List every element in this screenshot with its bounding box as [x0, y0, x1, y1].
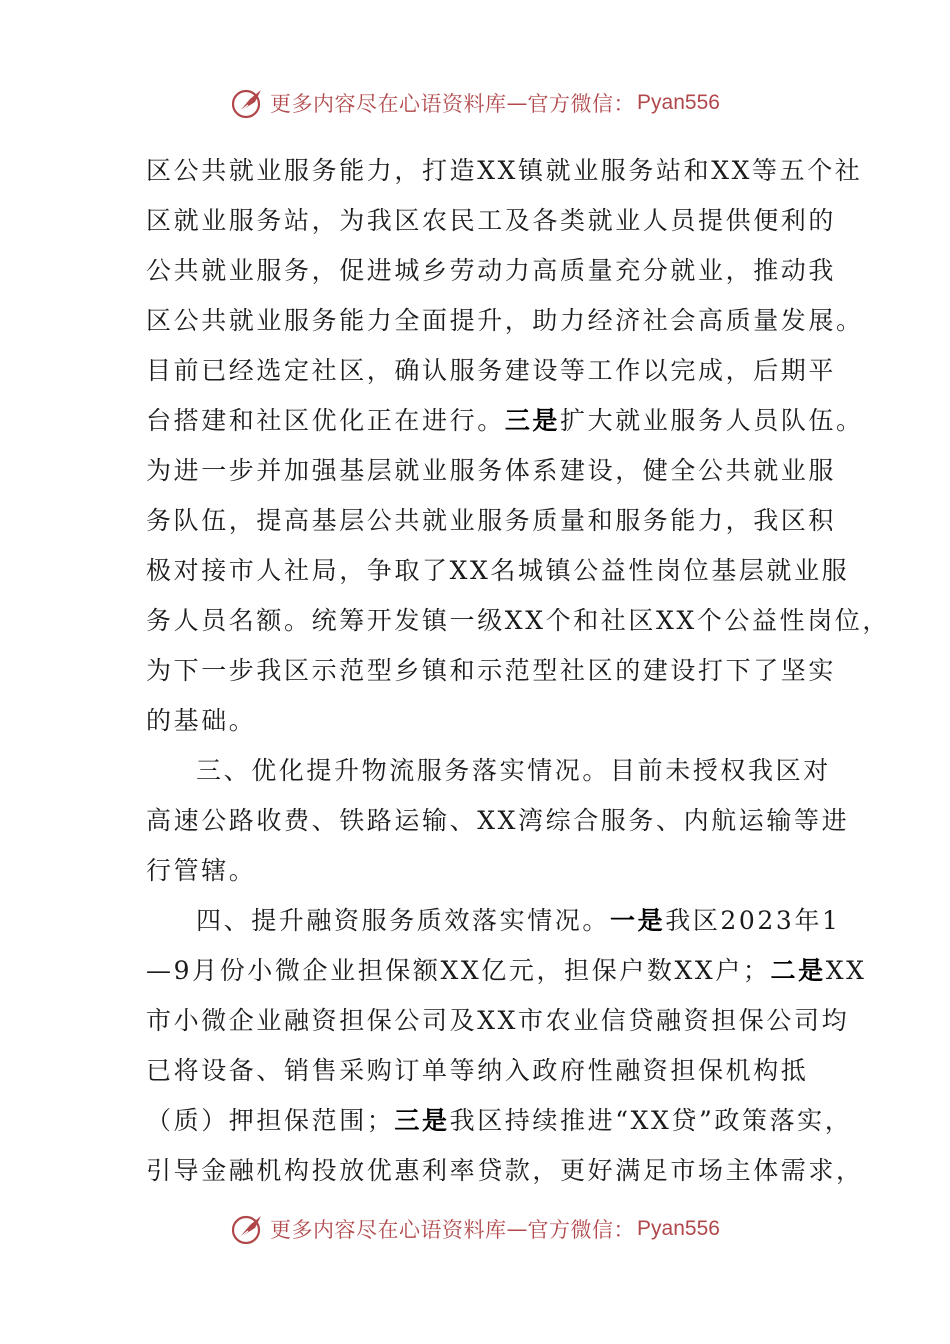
text-line: 已将设备、销售采购订单等纳入政府性融资担保机构抵 [146, 1056, 809, 1085]
text-line: 引导金融机构投放优惠利率贷款，更好满足市场主体需求， [146, 1156, 864, 1185]
text-line: 区公共就业服务能力全面提升，助力经济社会高质量发展。 [146, 306, 864, 335]
text-line: —9月份小微企业担保额XX亿元，担保户数XX户；二是XX [146, 956, 867, 985]
text-line: 高速公路收费、铁路运输、XX湾综合服务、内航运输等进 [146, 806, 850, 835]
watermark-text: 更多内容尽在心语资料库 [270, 92, 507, 116]
text-line: 极对接市人社局，争取了XX名城镇公益性岗位基层就业服 [146, 556, 850, 585]
text-line: 公共就业服务，促进城乡劳动力高质量充分就业，推动我 [146, 256, 837, 285]
header-watermark [0, 83, 950, 123]
watermark-separator: — [506, 1217, 528, 1241]
watermark-contact-id: Pyan556 [637, 91, 720, 114]
emphasis: 三是 [394, 1106, 450, 1135]
text-line: 市小微企业融资担保公司及XX市农业信贷融资担保公司均 [146, 1006, 850, 1035]
text-line: 区公共就业服务能力，打造XX镇就业服务站和XX等五个社 [146, 156, 863, 185]
text-line: 务人员名额。统筹开发镇一级XX个和社区XX个公益性岗位， [146, 606, 890, 635]
document-body [146, 146, 890, 1196]
watermark-contact-label: 官方微信： [527, 92, 636, 116]
emphasis: 三是 [504, 406, 561, 435]
text-line: 务队伍，提高基层公共就业服务质量和服务能力，我区积 [146, 506, 837, 535]
emphasis: 二是 [770, 956, 826, 985]
text-line: 的基础。 [146, 706, 257, 735]
emphasis: 一是 [610, 906, 666, 935]
text-line: 为下一步我区示范型乡镇和示范型社区的建设打下了坚实 [146, 656, 837, 685]
watermark-separator: — [506, 91, 528, 115]
text-line: 为进一步并加强基层就业服务体系建设，健全公共就业服 [146, 456, 837, 485]
text-line: 台搭建和社区优化正在进行。三是扩大就业服务人员队伍。 [146, 406, 864, 435]
section-heading-line: 四、提升融资服务质效落实情况。一是我区2023年1 [196, 906, 841, 935]
watermark-contact-label: 官方微信： [527, 1218, 636, 1242]
footer-watermark [0, 1209, 950, 1249]
watermark-contact-id: Pyan556 [637, 1217, 720, 1240]
quill-logo-icon [230, 85, 266, 121]
quill-logo-icon [230, 1211, 266, 1247]
section-heading-line: 三、优化提升物流服务落实情况。目前未授权我区对 [196, 756, 831, 785]
text-line: 行管辖。 [146, 856, 257, 885]
text-line: 区就业服务站，为我区农民工及各类就业人员提供便利的 [146, 206, 837, 235]
text-line: （质）押担保范围；三是我区持续推进“XX贷”政策落实， [146, 1106, 853, 1135]
watermark-text: 更多内容尽在心语资料库 [270, 1218, 507, 1242]
text-line: 目前已经选定社区，确认服务建设等工作以完成，后期平 [146, 356, 837, 385]
